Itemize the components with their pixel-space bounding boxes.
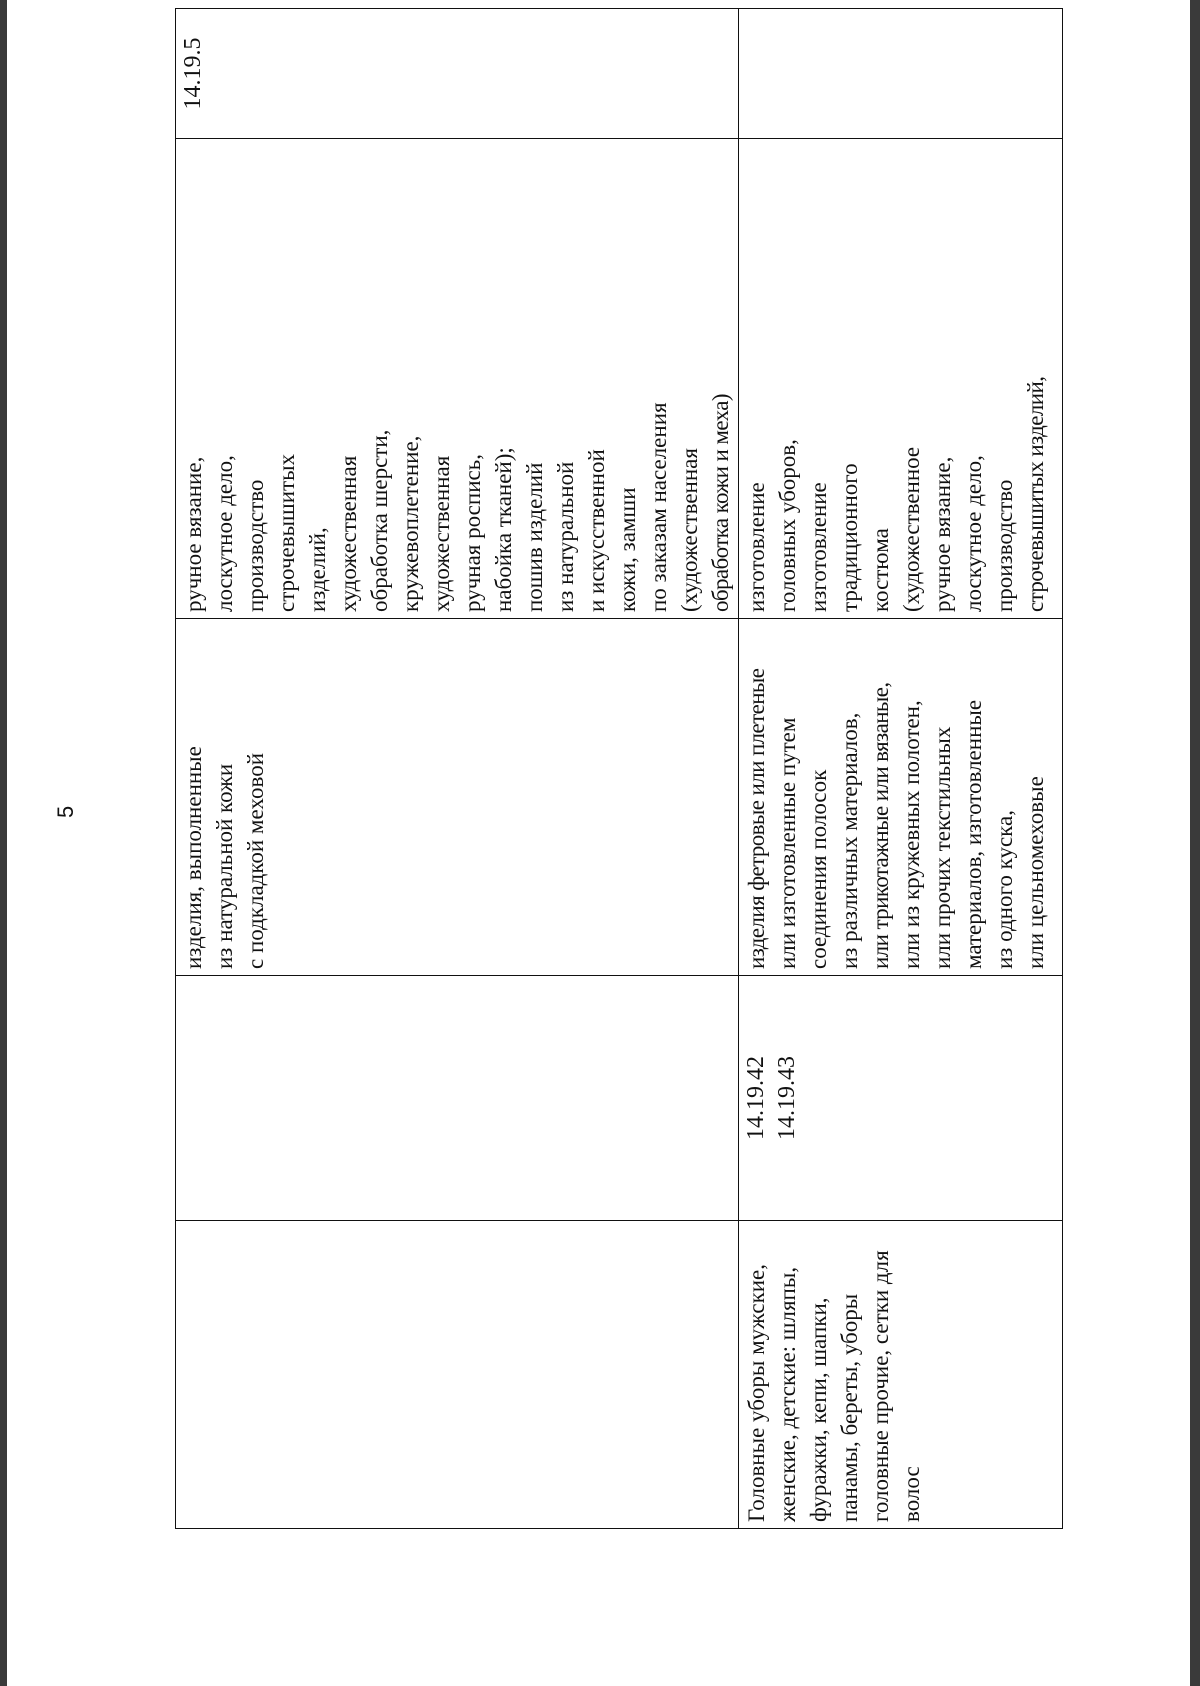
description-line: из одного куска, (992, 810, 1017, 969)
product-code: 14.19.42 (743, 1056, 769, 1140)
activity-line: изготовление (744, 482, 769, 612)
description-line: из различных материалов, (837, 712, 862, 969)
activity-line: (художественная (677, 448, 702, 612)
table-row (739, 9, 1063, 1529)
activity-cell (739, 139, 1063, 619)
activity-line: художественная (429, 455, 454, 612)
activity-line: традиционного (837, 463, 862, 612)
description-line: материалов, изготовленные (961, 699, 986, 969)
activity-line: обработка шерсти, (367, 429, 392, 612)
activity-line: изделий, (305, 527, 330, 612)
description-line: изделия фетровые или плетеные (744, 668, 769, 969)
activity-line: набойка тканей); (491, 447, 516, 612)
classification-table (175, 8, 1063, 1529)
rotated-page (53, 37, 1082, 1529)
scan-edge-right (1190, 0, 1200, 1686)
product-name-cell: Головные уборы мужские, женские, детские: шляпы, фуражки, кепи, шапки, панамы, береты, уборы головные прочие, сетки для волос (739, 1221, 1063, 1529)
activity-line: ручная роспись, (460, 454, 485, 612)
activity-code: 14.19.5 (180, 37, 206, 110)
description-cell (739, 619, 1063, 976)
activity-line: художественная (336, 455, 361, 612)
description-line: или цельномеховые (1023, 776, 1048, 969)
page-number: 5 (53, 805, 78, 818)
activity-line: обработка кожи и меха) (708, 394, 733, 612)
activity-line: кожи, замши (615, 487, 640, 612)
product-codes-cell (176, 976, 739, 1221)
product-code: 14.19.43 (774, 1056, 800, 1140)
activity-line: пошив изделий (522, 462, 547, 612)
description-line: или из кружевных полотен, (899, 700, 924, 969)
activity-line: (художественное (899, 446, 924, 612)
activity-line: ручное вязание, (930, 456, 955, 612)
description-cell (176, 619, 739, 976)
description-line: или прочих текстильных (930, 726, 955, 969)
activity-line: головных уборов, (775, 439, 800, 612)
product-codes-cell (739, 976, 1063, 1221)
activity-line: лоскутное дело, (961, 455, 986, 612)
activity-cell (176, 139, 739, 619)
description-line: изделия, выполненные (181, 746, 206, 969)
activity-code-cell (739, 9, 1063, 139)
activity-line: кружевоплетение, (398, 435, 423, 612)
activity-line: производство (243, 479, 268, 612)
activity-line: строчевышитых (274, 453, 299, 612)
activity-line: ручное вязание, (181, 456, 206, 612)
table-row (176, 9, 739, 1529)
description-line: или изготовленные путем (775, 717, 800, 969)
activity-line: костюма (868, 528, 893, 612)
description-line: из натуральной кожи (212, 763, 237, 969)
activity-code-cell (176, 9, 739, 139)
scan-edge-left (0, 0, 7, 1686)
product-name-cell (176, 1221, 739, 1529)
activity-line: производство (992, 479, 1017, 612)
activity-line: изготовление (806, 482, 831, 612)
activity-line: по заказам населения (646, 402, 671, 612)
activity-line: из натуральной (553, 461, 578, 612)
activity-line: строчевышитых изделий, (1023, 376, 1048, 612)
activity-line: лоскутное дело, (212, 455, 237, 612)
description-line: или трикотажные или вязаные, (868, 682, 893, 969)
description-line: с подкладкой меховой (243, 752, 268, 969)
description-line: соединения полосок (806, 769, 831, 969)
activity-line: и искусственной (584, 449, 609, 612)
